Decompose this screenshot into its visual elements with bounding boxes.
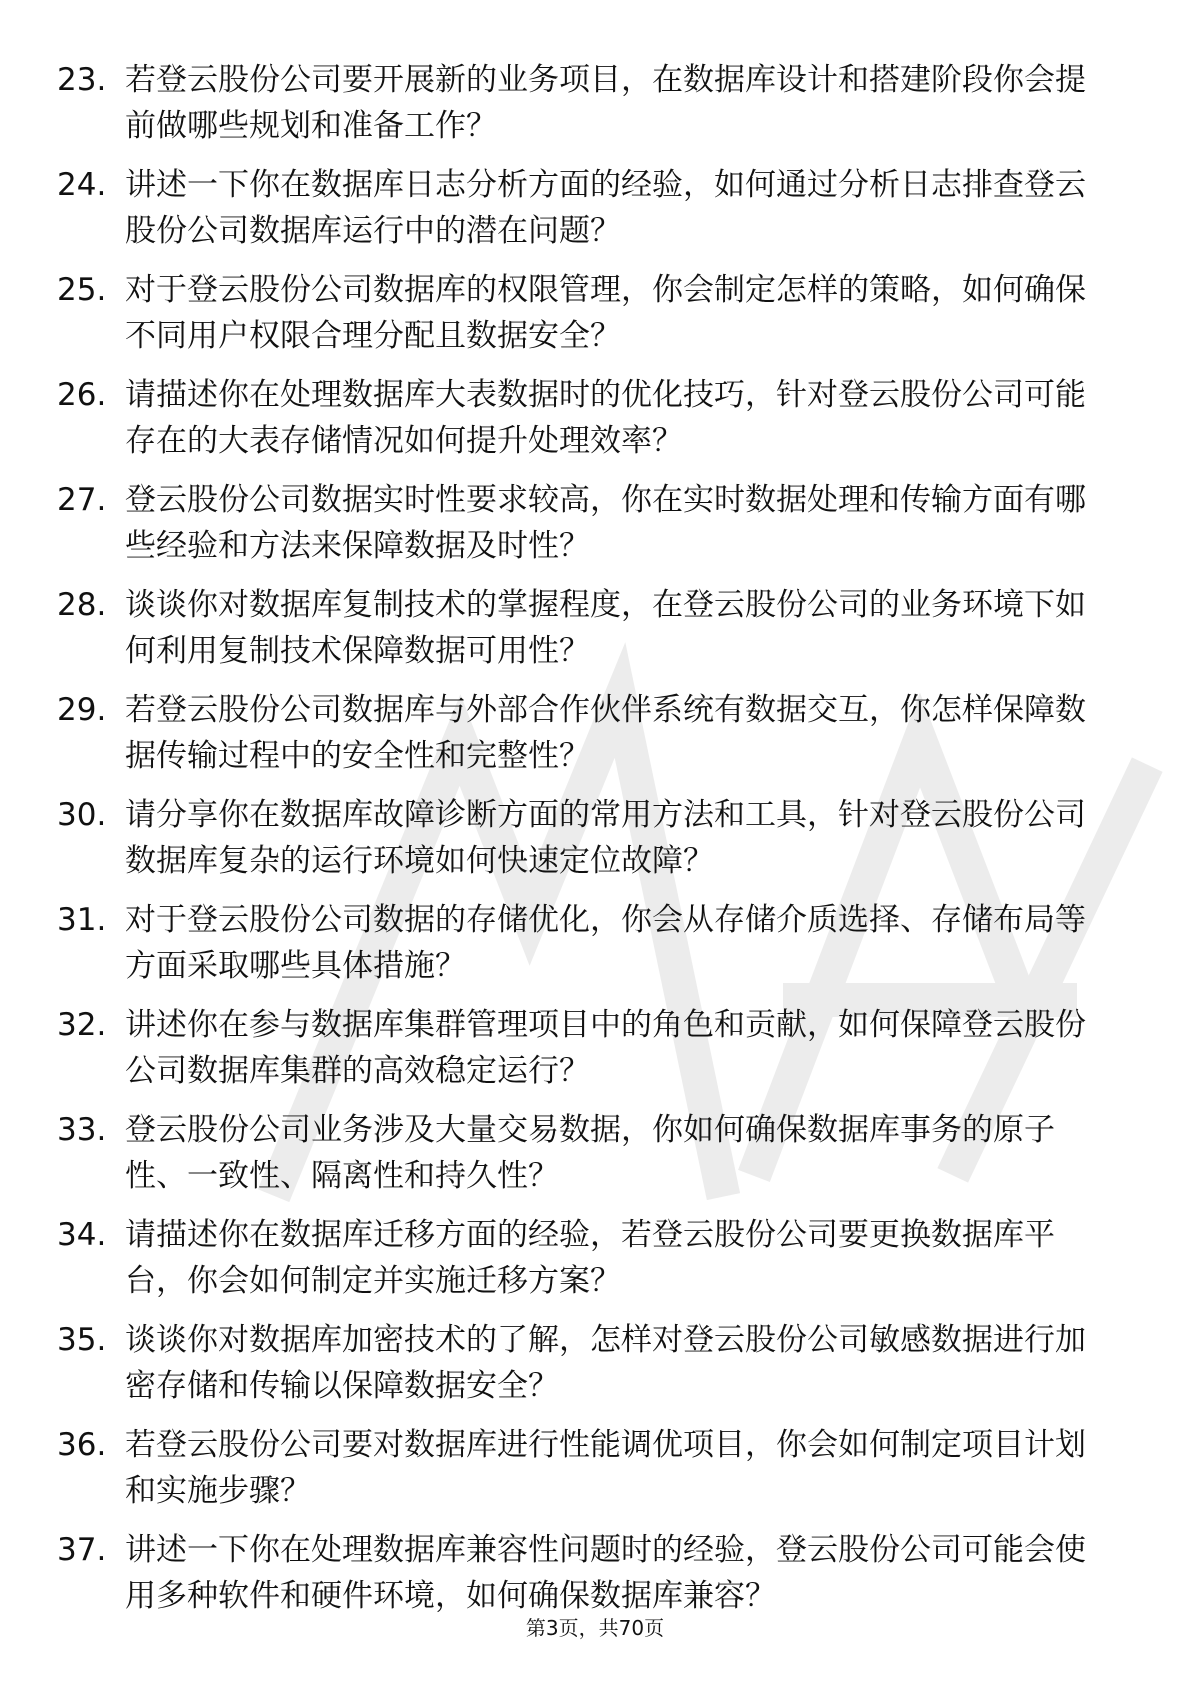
- question-item: [0, 260, 1190, 365]
- question-number: 29.: [57, 692, 107, 728]
- question-number: 27.: [57, 482, 107, 518]
- question-number: 33.: [57, 1112, 107, 1148]
- question-number: 31.: [57, 902, 107, 938]
- question-item: [0, 365, 1190, 470]
- question-number: 23.: [57, 62, 107, 98]
- question-item: [0, 1415, 1190, 1520]
- question-number: 36.: [57, 1427, 107, 1463]
- question-text: 谈谈你对数据库复制技术的掌握程度，在登云股份公司的业务环境下如何利用复制技术保障数据可用性？: [125, 587, 1086, 669]
- question-number: 25.: [57, 272, 107, 308]
- question-item: [0, 995, 1190, 1100]
- question-text: 谈谈你对数据库加密技术的了解，怎样对登云股份公司敏感数据进行加密存储和传输以保障数据安全？: [125, 1322, 1086, 1404]
- question-text: 登云股份公司业务涉及大量交易数据，你如何确保数据库事务的原子性、一致性、隔离性和持久性？: [125, 1112, 1055, 1194]
- question-item: [0, 680, 1190, 785]
- question-text: 登云股份公司数据实时性要求较高，你在实时数据处理和传输方面有哪些经验和方法来保障数据及时性？: [125, 482, 1086, 564]
- question-number: 24.: [57, 167, 107, 203]
- question-item: [0, 50, 1190, 155]
- question-text: 请描述你在数据库迁移方面的经验，若登云股份公司要更换数据库平台，你会如何制定并实施迁移方案？: [125, 1217, 1055, 1299]
- question-text: 若登云股份公司数据库与外部合作伙伴系统有数据交互，你怎样保障数据传输过程中的安全性和完整性？: [125, 692, 1086, 774]
- question-number: 34.: [57, 1217, 107, 1253]
- question-item: [0, 1310, 1190, 1415]
- question-text: 若登云股份公司要对数据库进行性能调优项目，你会如何制定项目计划和实施步骤？: [125, 1427, 1086, 1509]
- question-text: 讲述你在参与数据库集群管理项目中的角色和贡献，如何保障登云股份公司数据库集群的高效稳定运行？: [125, 1007, 1086, 1089]
- question-item: [0, 785, 1190, 890]
- question-text: 讲述一下你在数据库日志分析方面的经验，如何通过分析日志排查登云股份公司数据库运行中的潜在问题？: [125, 167, 1086, 249]
- question-text: 若登云股份公司要开展新的业务项目，在数据库设计和搭建阶段你会提前做哪些规划和准备工作？: [125, 62, 1086, 144]
- question-number: 26.: [57, 377, 107, 413]
- question-number: 30.: [57, 797, 107, 833]
- question-text: 请分享你在数据库故障诊断方面的常用方法和工具，针对登云股份公司数据库复杂的运行环境如何快速定位故障？: [125, 797, 1086, 879]
- question-item: [0, 1205, 1190, 1310]
- question-item: [0, 470, 1190, 575]
- question-item: [0, 575, 1190, 680]
- page-footer: [0, 1615, 1190, 1641]
- question-number: 37.: [57, 1532, 107, 1568]
- question-list: [0, 50, 1190, 1625]
- question-text: 讲述一下你在处理数据库兼容性问题时的经验，登云股份公司可能会使用多种软件和硬件环境，如何确保数据库兼容？: [125, 1532, 1086, 1614]
- question-item: [0, 1100, 1190, 1205]
- question-item: [0, 1520, 1190, 1625]
- question-number: 35.: [57, 1322, 107, 1358]
- question-number: 32.: [57, 1007, 107, 1043]
- question-item: [0, 155, 1190, 260]
- page-number-label: 第3页，共70页: [525, 1616, 665, 1640]
- question-text: 请描述你在处理数据库大表数据时的优化技巧，针对登云股份公司可能存在的大表存储情况如何提升处理效率？: [125, 377, 1086, 459]
- question-text: 对于登云股份公司数据的存储优化，你会从存储介质选择、存储布局等方面采取哪些具体措施？: [125, 902, 1086, 984]
- question-number: 28.: [57, 587, 107, 623]
- question-item: [0, 890, 1190, 995]
- question-text: 对于登云股份公司数据库的权限管理，你会制定怎样的策略，如何确保不同用户权限合理分配且数据安全？: [125, 272, 1086, 354]
